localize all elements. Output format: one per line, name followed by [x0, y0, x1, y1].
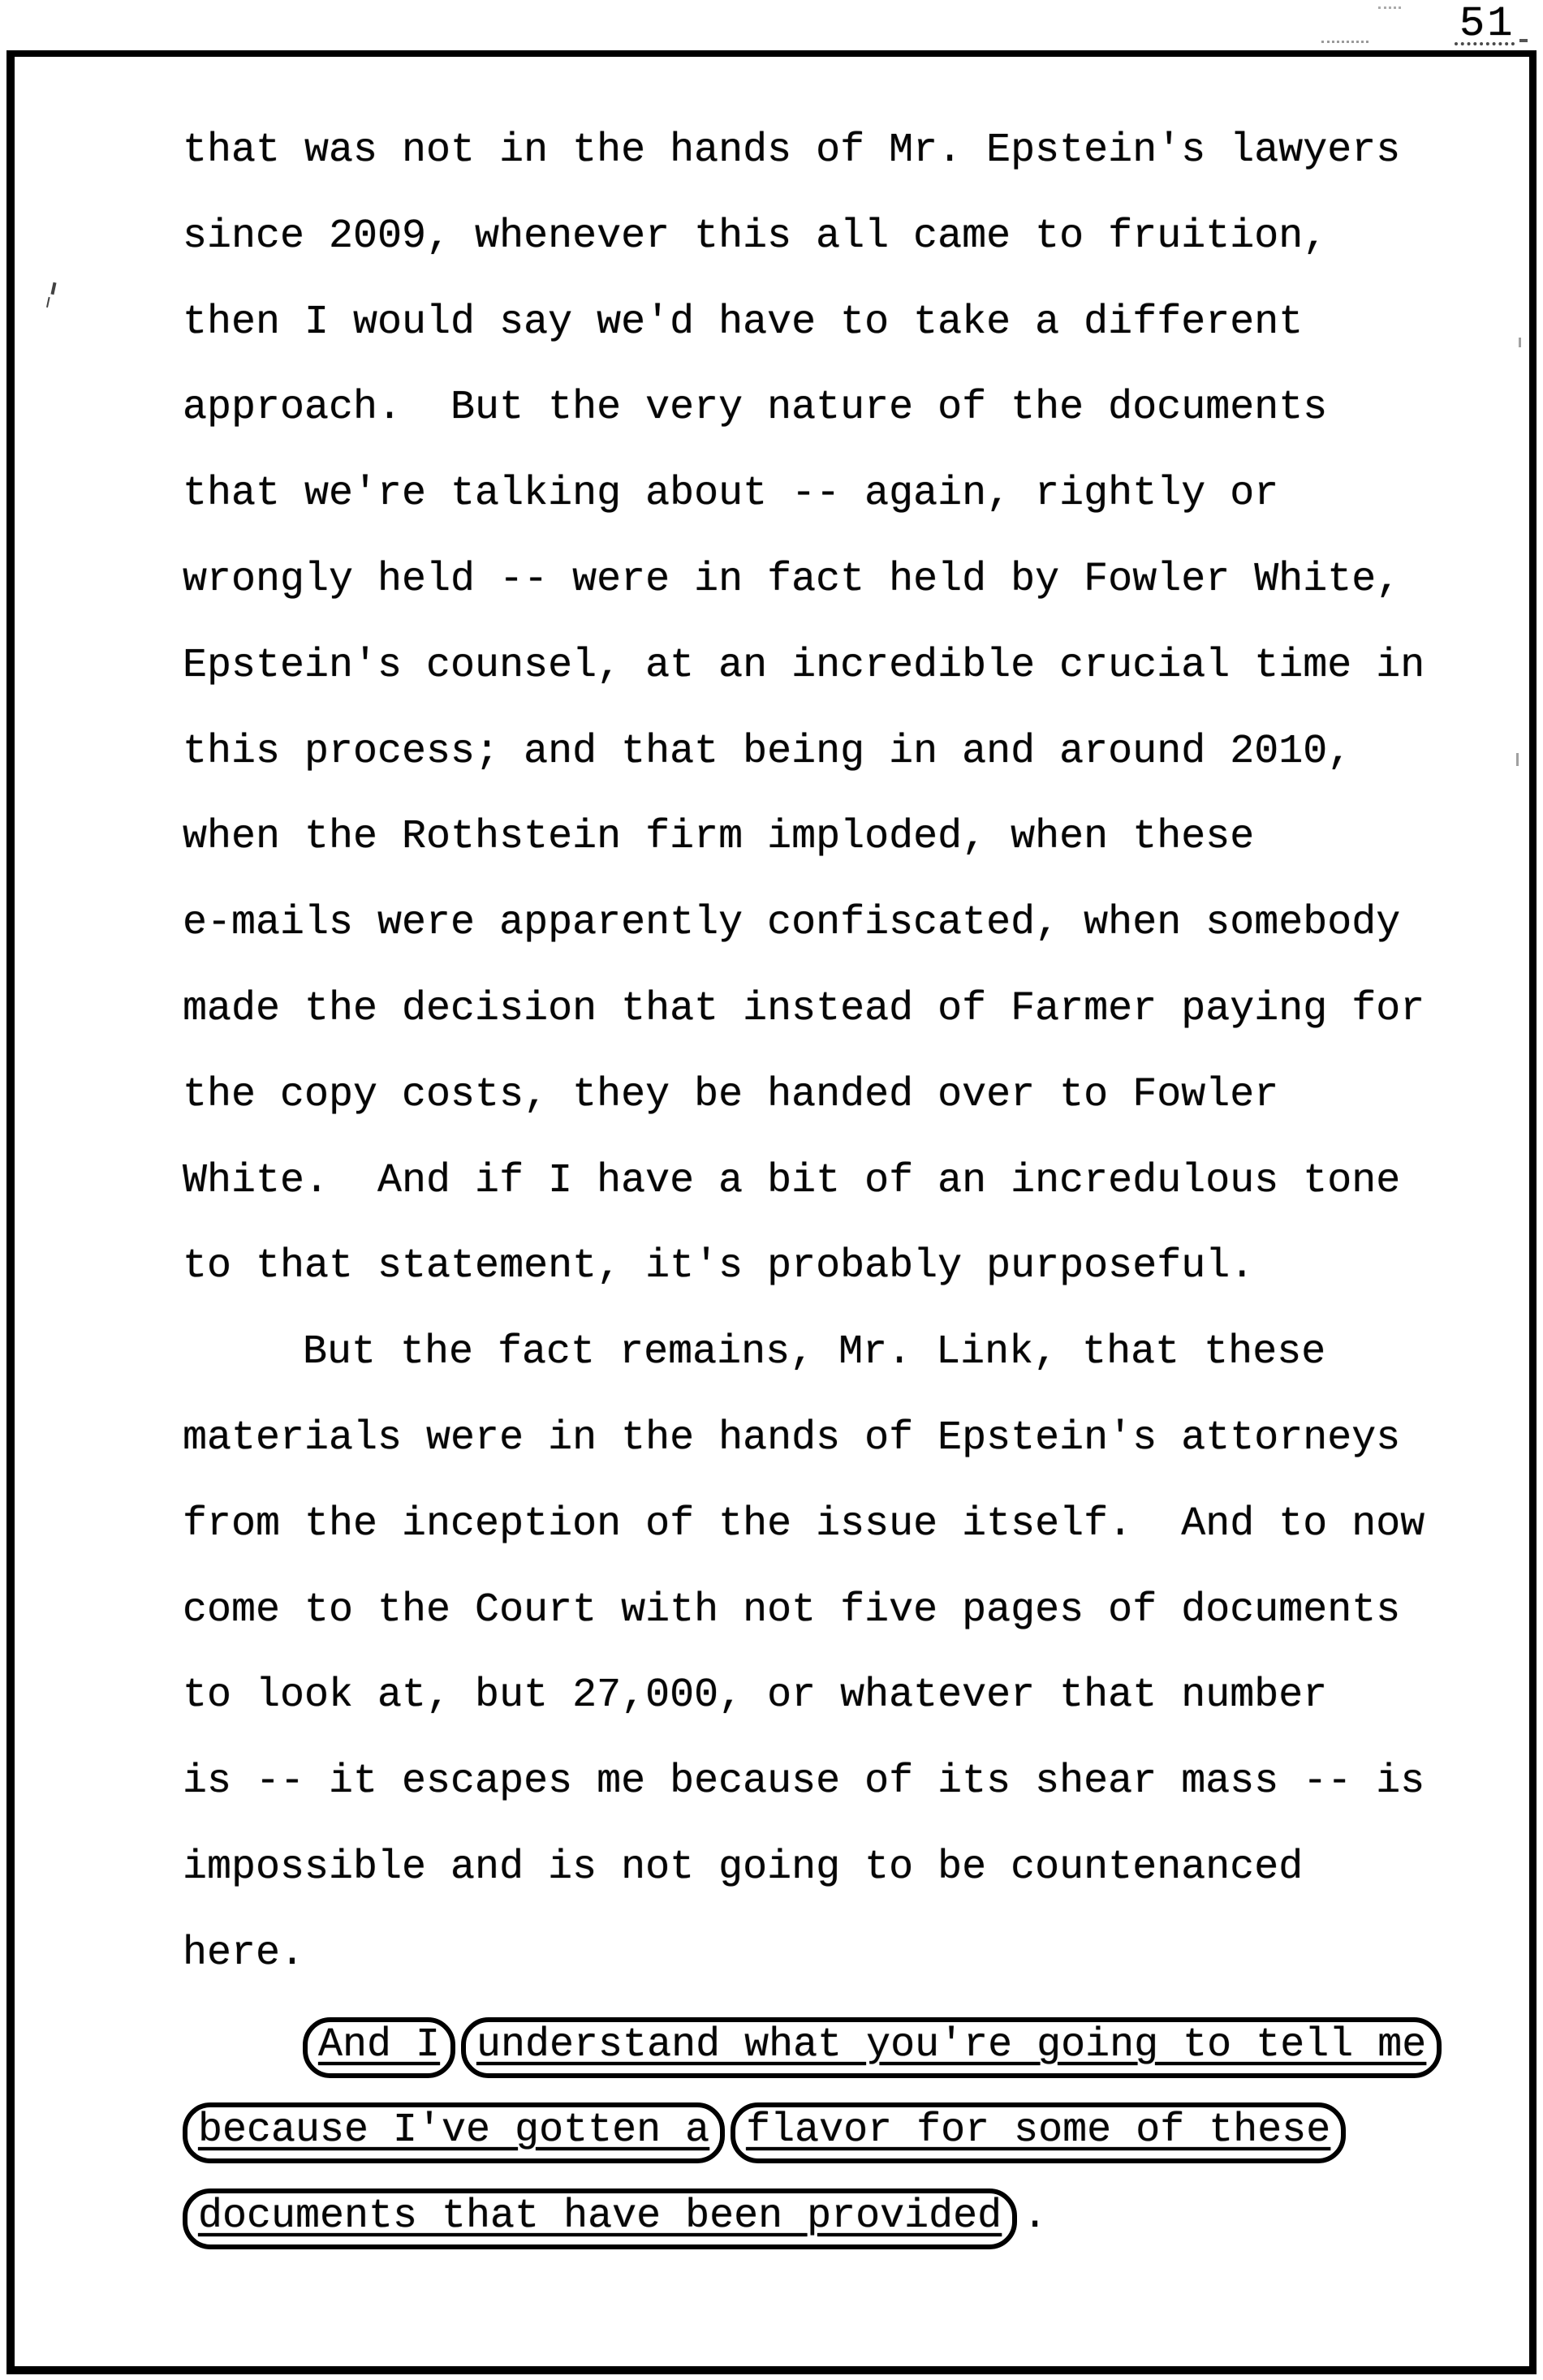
line-text: Epstein's counsel, at an incredible crucial time in [183, 643, 1425, 689]
transcript-line [303, 1330, 1325, 1375]
line-text: wrongly held -- were in fact held by Fowler White, [183, 557, 1401, 603]
transcript-line [303, 2017, 1442, 2078]
line-text: that was not in the hands of Mr. Epstein's lawyers [183, 127, 1401, 174]
transcript-line [183, 815, 1254, 860]
line-text: then I would say we'd have to take a different [183, 299, 1304, 346]
transcript-line [183, 1244, 1254, 1289]
transcript-line [183, 214, 1327, 260]
transcript-line [183, 729, 1351, 775]
transcript-line [183, 557, 1400, 603]
line-text: that we're talking about -- again, rightly or [183, 471, 1279, 517]
line-text: impossible and is not going to be countenanced [183, 1844, 1304, 1891]
transcript-line [183, 1673, 1327, 1719]
circled-phrase: documents that have been provided [183, 2188, 1017, 2249]
line-text: But the fact remains, Mr. Link, that these [303, 1329, 1326, 1375]
transcript-line [183, 901, 1400, 946]
transcript-line [183, 1845, 1303, 1891]
line-text: come to the Court with not five pages of documents [183, 1587, 1401, 1633]
transcript-line [183, 1502, 1424, 1547]
transcript-line [183, 1416, 1400, 1461]
line-text: approach. But the very nature of the documents [183, 385, 1328, 431]
line-text: to look at, but 27,000, or whatever that number [183, 1672, 1328, 1719]
circled-phrase: because I've gotten a [183, 2102, 725, 2163]
line-text: . [1023, 2193, 1048, 2240]
line-text: here. [183, 1930, 305, 1977]
transcript-line [183, 1588, 1400, 1633]
transcript-line [183, 1159, 1400, 1204]
line-text: this process; and that being in and around 2010, [183, 729, 1352, 775]
transcript-line [183, 987, 1424, 1032]
circled-phrase: understand what you're going to tell me [461, 2017, 1442, 2078]
line-text: White. And if I have a bit of an incredulous tone [183, 1158, 1401, 1204]
transcript-line [183, 128, 1400, 174]
transcript-line [183, 643, 1424, 689]
transcript-line [183, 471, 1278, 517]
line-text: when the Rothstein firm imploded, when these [183, 814, 1255, 860]
line-text: the copy costs, they be handed over to Fowler [183, 1072, 1279, 1118]
transcript-line [183, 1759, 1424, 1805]
line-text: since 2009, whenever this all came to fruition, [183, 213, 1328, 260]
circled-phrase: And I [303, 2017, 455, 2078]
transcript-line [183, 1073, 1278, 1118]
transcript-line [183, 385, 1327, 431]
page-number: 51 [1459, 0, 1515, 48]
transcript-line [183, 300, 1303, 346]
transcript-line [183, 2188, 1047, 2249]
line-text: to that statement, it's probably purposeful. [183, 1243, 1255, 1289]
transcript-line [183, 2102, 1346, 2163]
circled-phrase: flavor for some of these [731, 2102, 1346, 2163]
transcript-line [183, 1931, 304, 1977]
line-text: from the inception of the issue itself. And to now [183, 1501, 1425, 1547]
line-text: is -- it escapes me because of its shear mass -- is [183, 1758, 1425, 1805]
line-text: made the decision that instead of Farmer paying for [183, 986, 1425, 1032]
line-text: materials were in the hands of Epstein's attorneys [183, 1415, 1401, 1461]
line-text: e-mails were apparently confiscated, when somebody [183, 900, 1401, 946]
